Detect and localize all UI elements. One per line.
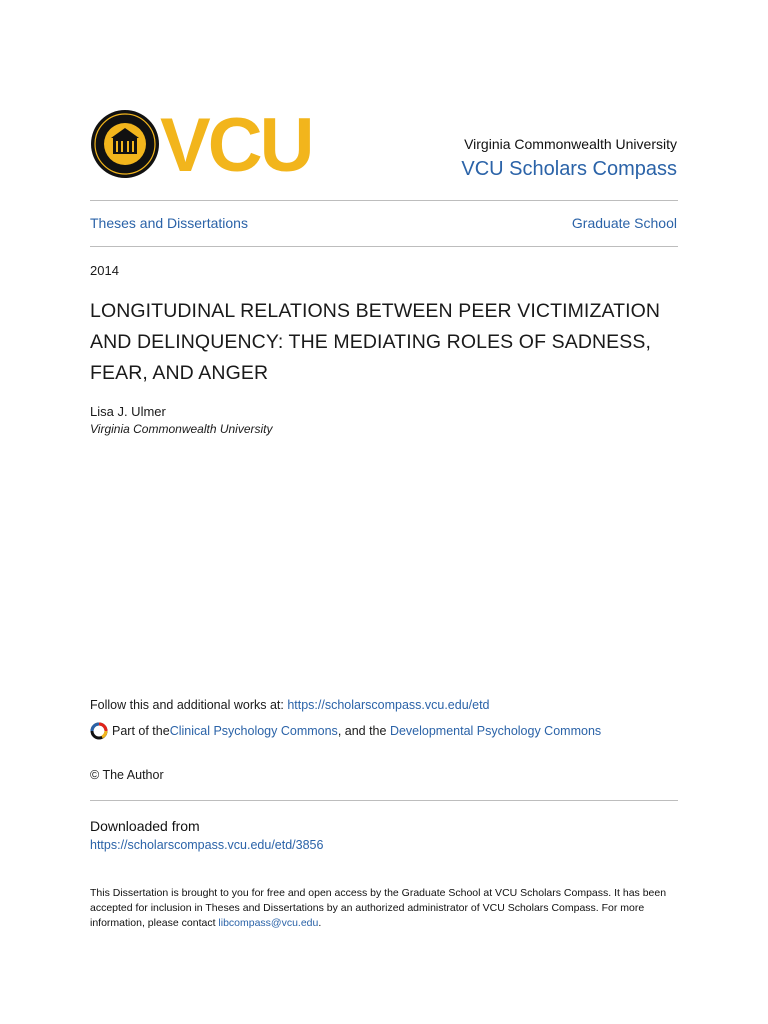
- author-name: Lisa J. Ulmer: [90, 404, 166, 419]
- network-commons-icon: [90, 722, 108, 740]
- access-notice: [90, 886, 680, 931]
- divider: [90, 800, 678, 801]
- notice-text: This Dissertation is brought to you for free and open access by the Graduate School at VCU Scholars Compass. It has been accepted for inclusion in Theses and Dissertations by an authorized administrator of VCU Scholars Compass. For more information, please contact: [90, 887, 667, 929]
- university-name: Virginia Commonwealth University: [464, 136, 677, 152]
- follow-prefix: Follow this and additional works at:: [90, 698, 288, 712]
- downloaded-from-heading: Downloaded from: [90, 818, 200, 834]
- copyright-notice: © The Author: [90, 768, 164, 782]
- theses-dissertations-link[interactable]: Theses and Dissertations: [90, 215, 248, 231]
- part-of-line: [90, 722, 601, 740]
- clinical-psychology-commons-link[interactable]: Clinical Psychology Commons: [169, 724, 338, 738]
- author-affiliation: Virginia Commonwealth University: [90, 422, 273, 436]
- divider: [90, 246, 678, 247]
- document-title: LONGITUDINAL RELATIONS BETWEEN PEER VICTIMIZATION AND DELINQUENCY: THE MEDIATING ROLES OF SADNESS, FEAR, AND ANGER: [90, 300, 661, 384]
- repository-name-link[interactable]: VCU Scholars Compass: [461, 158, 677, 180]
- part-of-prefix: Part of the: [112, 724, 170, 738]
- divider: [90, 200, 678, 201]
- publication-year: 2014: [90, 263, 119, 278]
- follow-url-link[interactable]: https://scholarscompass.vcu.edu/etd: [287, 698, 490, 712]
- contact-email-link[interactable]: libcompass@vcu.edu: [218, 917, 319, 929]
- graduate-school-link[interactable]: Graduate School: [571, 215, 677, 231]
- developmental-psychology-commons-link[interactable]: Developmental Psychology Commons: [389, 724, 602, 738]
- notice-end: .: [318, 917, 322, 929]
- part-of-separator: , and the: [337, 724, 390, 738]
- university-seal-logo: [90, 108, 160, 180]
- vcu-wordmark: VCU: [160, 103, 312, 188]
- download-url-link[interactable]: https://scholarscompass.vcu.edu/etd/3856: [90, 838, 324, 852]
- follow-line: [90, 698, 490, 712]
